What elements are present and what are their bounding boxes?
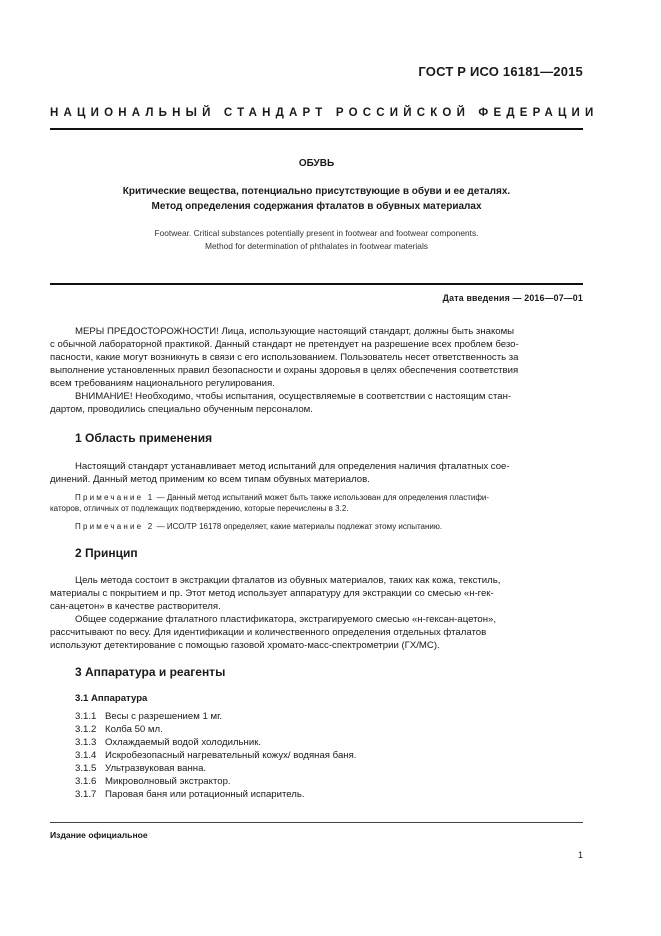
subtitle-line-1: Критические вещества, потенциально присутствующие в обуви и ее деталях.: [122, 186, 511, 197]
attention-line-1: ВНИМАНИЕ! Необходимо, чтобы испытания, осуществляемые в соответствии с настоящим стан-: [75, 391, 512, 402]
note-2-text: — ИСО/ТР 16178 определяет, какие материалы подлежат этому испытанию.: [154, 522, 443, 531]
note-2: [75, 521, 583, 532]
note-1-continuation: каторов, отличных от подлежащих подтверждению, которые перечислены в 3.2.: [50, 504, 349, 513]
section-2-p1-line-3: сан-ацетон» в качестве растворителя.: [50, 601, 221, 612]
list-item: 3.1.1 Весы с разрешением 1 мг.: [75, 711, 223, 722]
english-title-line-1: Footwear. Critical substances potentially present in footwear and footwear components.: [154, 228, 479, 238]
introduction-date: Дата введения — 2016—07—01: [442, 293, 583, 303]
gost-code: ГОСТ Р ИСО 16181—2015: [418, 64, 583, 79]
section-2-p2-line-3: используют детектирование с помощью газовой хромато-масс-спектрометрии (ГХ/МС).: [50, 640, 440, 651]
note-2-label: Примечание 2: [75, 522, 155, 531]
precautions-line-2: с обычной лабораторной практикой. Данный стандарт не претендует на разрешение всех проблем безо-: [50, 339, 519, 350]
section-3-heading: 3 Аппаратура и реагенты: [75, 665, 226, 679]
note-1-label: Примечание 1: [75, 493, 155, 502]
attention-line-2: дартом, проводились специально обученным персоналом.: [50, 404, 313, 415]
precautions-line-4: выполнение установленных правил безопасности и охраны здоровья в целях обеспечения соответствия: [50, 365, 519, 376]
english-title-line-2: Method for determination of phthalates in footwear materials: [205, 241, 428, 251]
note-1-text: — Данный метод испытаний может быть также использован для определения пластифи-: [154, 493, 490, 502]
list-item: 3.1.3 Охлаждаемый водой холодильник.: [75, 737, 262, 748]
section-2-heading: 2 Принцип: [75, 546, 138, 560]
precautions-line-5: всем требованиям национального регулирования.: [50, 378, 275, 389]
list-item: 3.1.2 Колба 50 мл.: [75, 724, 163, 735]
section-2-p1-line-2: материалы с покрытием и пр. Этот метод использует аппаратуру для экстракции со смесью «н-гек-: [50, 588, 494, 599]
list-item: 3.1.4 Искробезопасный нагревательный кожух/ водяная баня.: [75, 750, 357, 761]
section-2-p2-line-1: Общее содержание фталатного пластификатора, экстрагируемого смесью «н-гексан-ацетон»,: [75, 614, 497, 625]
section-1-para-line-2: динений. Данный метод применим ко всем типам обувных материалов.: [50, 474, 370, 485]
header-divider: [50, 128, 583, 130]
page-number: 1: [577, 850, 583, 860]
section-1-para-line-1: Настоящий стандарт устанавливает метод испытаний для определения наличия фталатных сое-: [75, 461, 510, 472]
section-2-p1-line-1: Цель метода состоит в экстракции фталатов из обувных материалов, таких как кожа, текстиль,: [75, 575, 501, 586]
list-item: 3.1.6 Микроволновый экстрактор.: [75, 776, 231, 787]
document-title: ОБУВЬ: [298, 158, 335, 169]
section-1-heading: 1 Область применения: [75, 431, 213, 445]
title-divider: [50, 283, 583, 285]
section-3-1-heading: 3.1 Аппаратура: [75, 693, 148, 704]
precautions-line-1: МЕРЫ ПРЕДОСТОРОЖНОСТИ! Лица, использующие настоящий стандарт, должны быть знакомы: [75, 326, 515, 337]
list-item: 3.1.7 Паровая баня или ротационный испаритель.: [75, 789, 305, 800]
precautions-line-3: пасности, какие могут возникнуть в связи с его использованием. Пользователь несет ответственность за: [50, 352, 519, 363]
official-edition-label: Издание официальное: [50, 830, 148, 840]
subtitle-line-2: Метод определения содержания фталатов в обувных материалах: [151, 201, 482, 212]
section-2-p2-line-2: рассчитывают по весу. Для идентификации и количественного определения отдельных фталатов: [50, 627, 487, 638]
footer-divider: [50, 822, 583, 823]
list-item: 3.1.5 Ультразвуковая ванна.: [75, 763, 207, 774]
national-standard-title: НАЦИОНАЛЬНЫЙ СТАНДАРТ РОССИЙСКОЙ ФЕДЕРАЦИИ: [50, 107, 599, 119]
note-1: [75, 492, 583, 503]
